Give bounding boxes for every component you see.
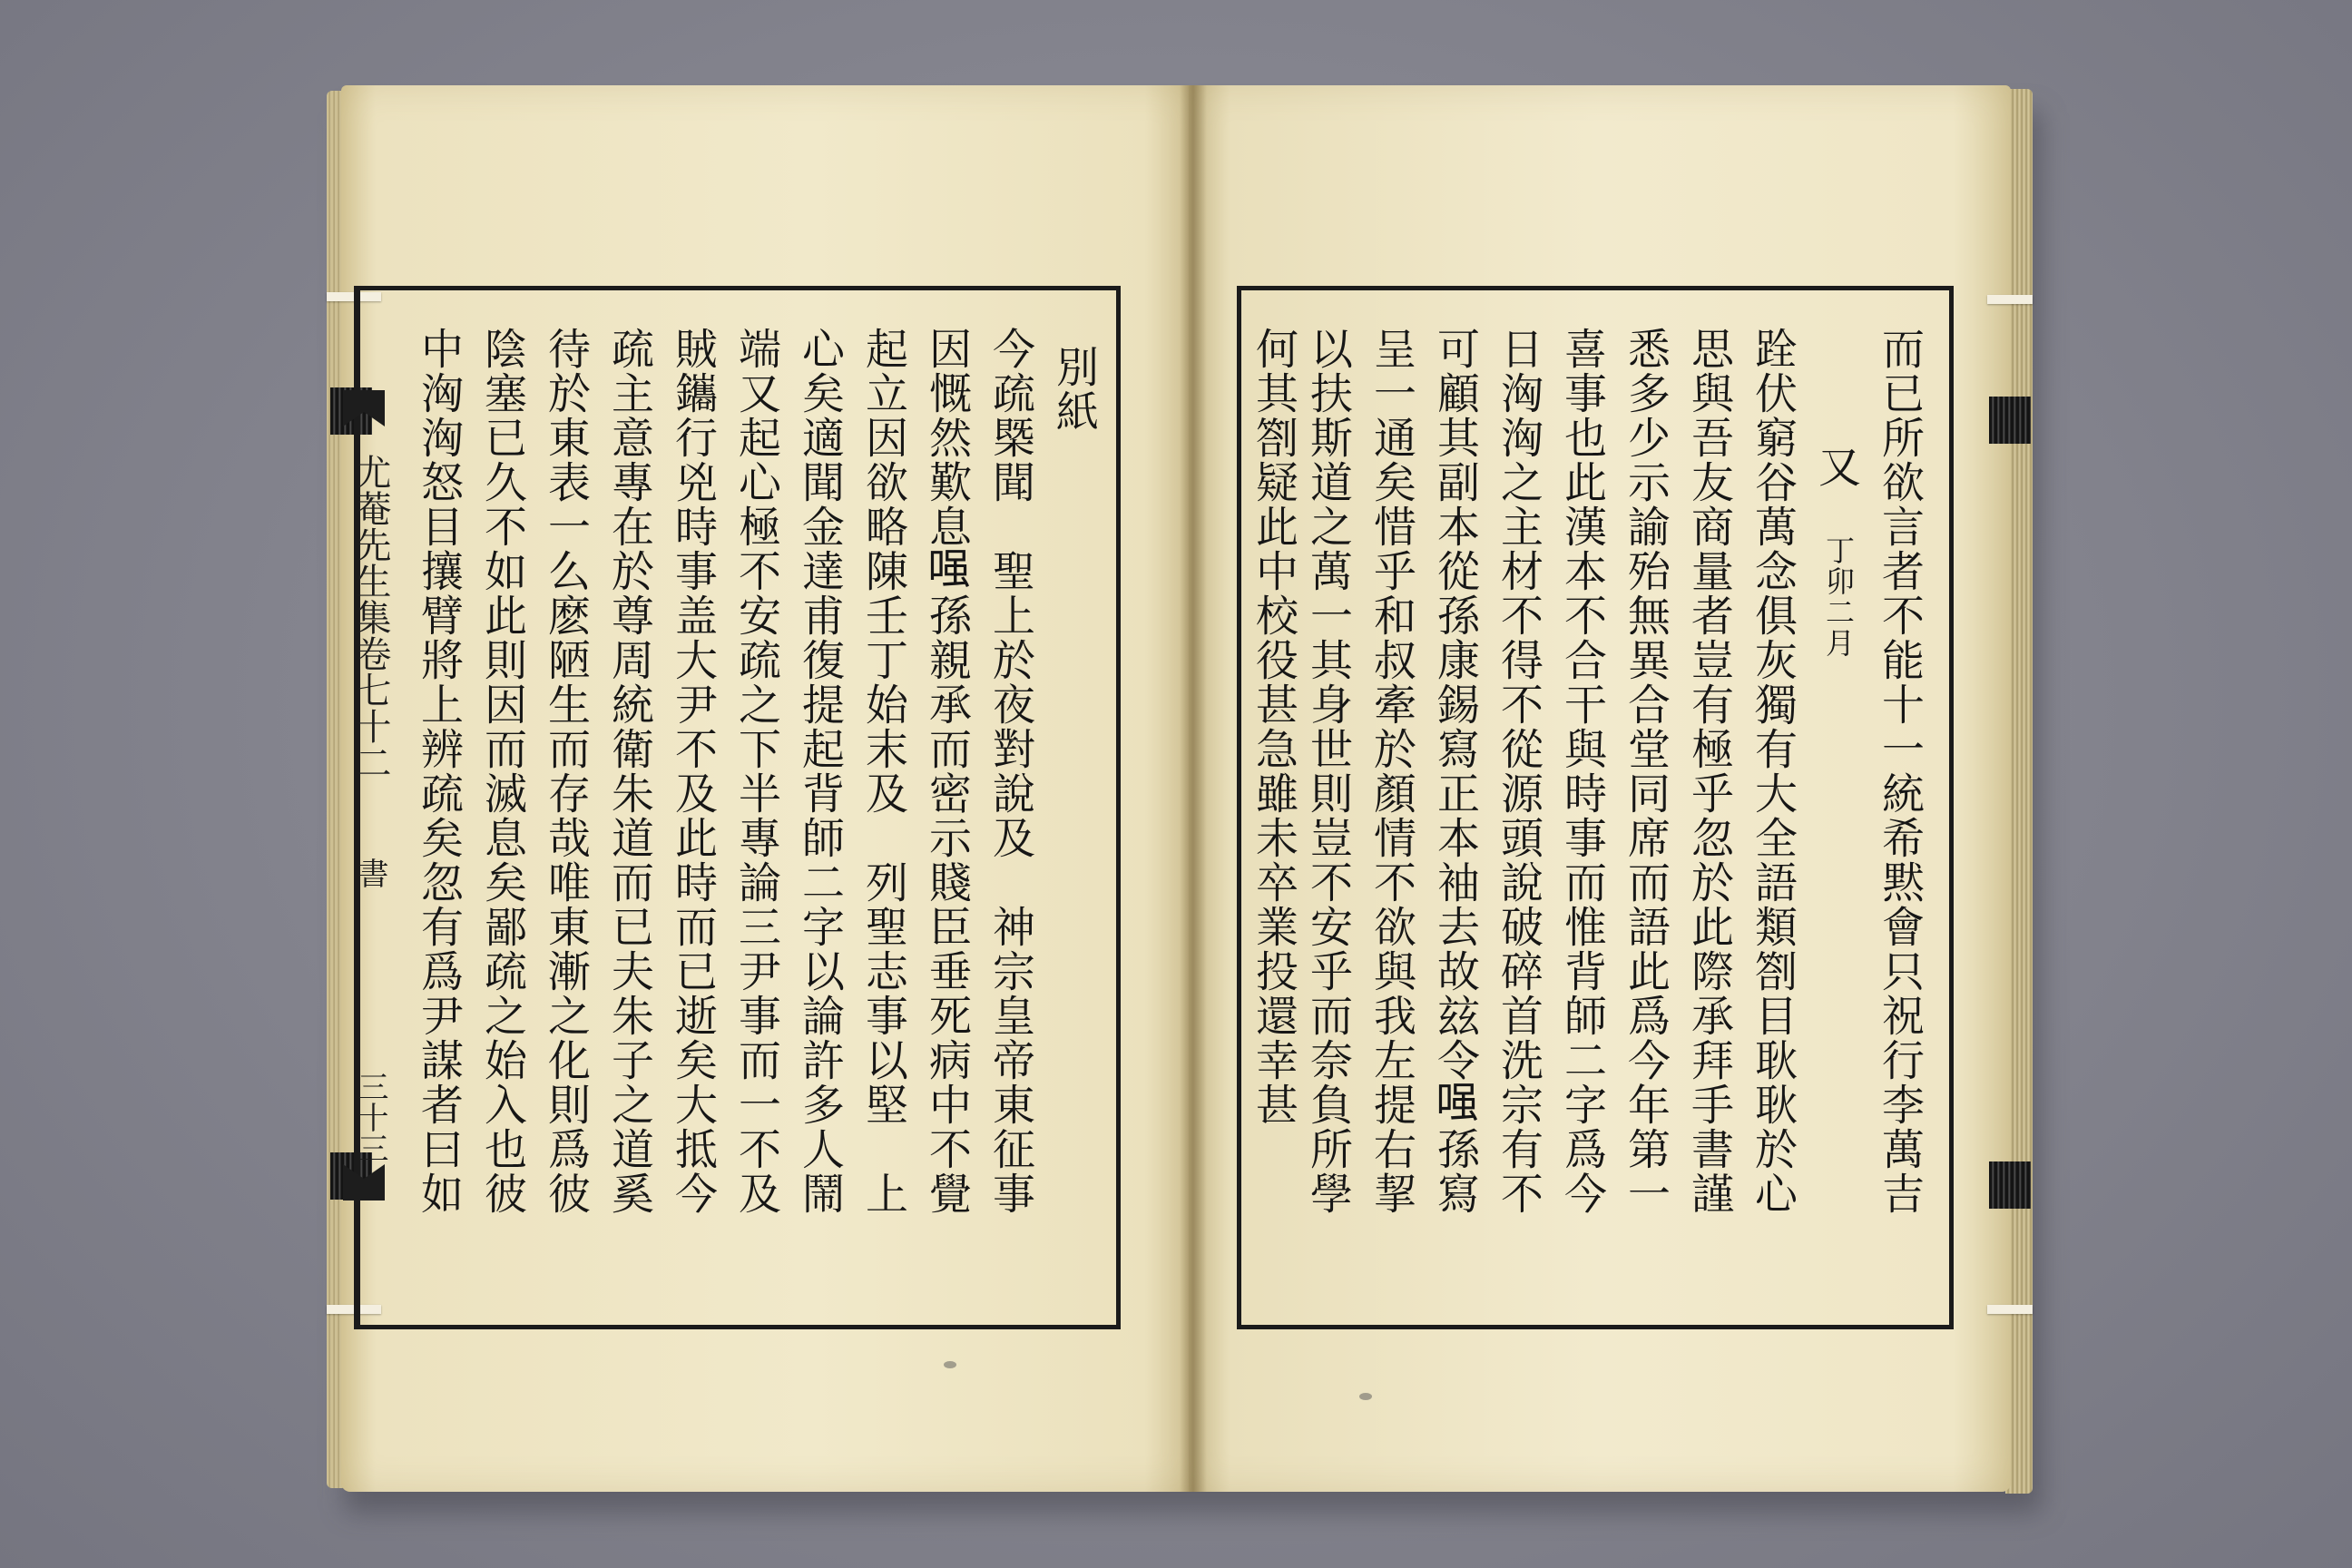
page-number: 三十三 [352,1071,388,1163]
text-column: 跧伏窮谷萬念俱灰獨有大全語類劄目耿耿於心 [1748,327,1798,1216]
binding-band-bottom-right [1989,1161,2031,1209]
text-column: 而已所欲言者不能十一統希黙會只祝行李萬吉 [1875,327,1925,1216]
book-gutter [1180,85,1207,1492]
binding-band-top-right [1989,397,2031,444]
ink-speck [944,1361,956,1368]
text-column: 心矣適聞金達甫復提起背師二字以論許多人鬧 [795,327,845,1216]
text-column: 因慨然歎息𠷣孫親承而密示賤臣垂死病中不覺 [922,327,972,1216]
text-column: 待於東表一么麽陋生而存哉唯東漸之化則爲彼 [541,327,591,1216]
section-label: 書 [352,858,388,888]
text-column: 中洶洶怒目攘臂將上辨疏矣忽有爲尹謀者曰如 [414,327,464,1216]
text-column: 喜事也此漢本不合干與時事而惟背師二字爲今 [1557,327,1607,1216]
binding-thread-top-right [1987,295,2033,304]
text-column: 又 [1811,445,1861,489]
text-column: 賊鑴行兇時事盖大尹不及此時而已逝矣大抵今 [668,327,718,1216]
text-column-date: 丁卯二月 [1821,535,1856,659]
text-column: 今疏槩聞 聖上於夜對說及 神宗皇帝東征事 [985,327,1035,1216]
text-column: 起立因欲略陳壬丁始末及 列聖志事以堅 上 [858,327,908,1216]
text-column: 悉多少示諭殆無異合堂同席而語此爲今年第一 [1621,327,1671,1216]
text-column: 疏主意專在於尊周統衛朱道而已夫朱子之道奚 [604,327,654,1216]
text-column: 呈一通矣惜乎和叔牽於顏情不欲與我左提右挈 [1367,327,1416,1216]
text-column: 以扶斯道之萬一其身世則豈不安乎而奈負所學 [1303,327,1353,1216]
text-column: 端又起心極不安疏之下半專論三尹事而一不及 [731,327,781,1216]
text-column: 何其劄疑此中校役甚急雖未卒業投還幸甚 [1249,327,1298,1127]
text-column: 日洶洶之主材不得不從源頭說破碎首洗宗有不 [1494,327,1544,1216]
left-page-center-rule [358,290,360,1325]
ink-speck [1359,1393,1372,1400]
text-column: 陰塞已久不如此則因而滅息矣鄙疏之始入也彼 [477,327,527,1216]
binding-thread-bottom-right [1987,1305,2033,1314]
text-column: 思與吾友商量者豈有極乎忽於此際承拜手書謹 [1684,327,1734,1216]
text-column: 可顧其副本從孫康錫寫正本袖去故玆令𠷣孫寫 [1430,327,1480,1216]
text-column: 別紙 [1049,345,1099,434]
running-title: 尤菴先生集卷七十二 [349,454,391,780]
